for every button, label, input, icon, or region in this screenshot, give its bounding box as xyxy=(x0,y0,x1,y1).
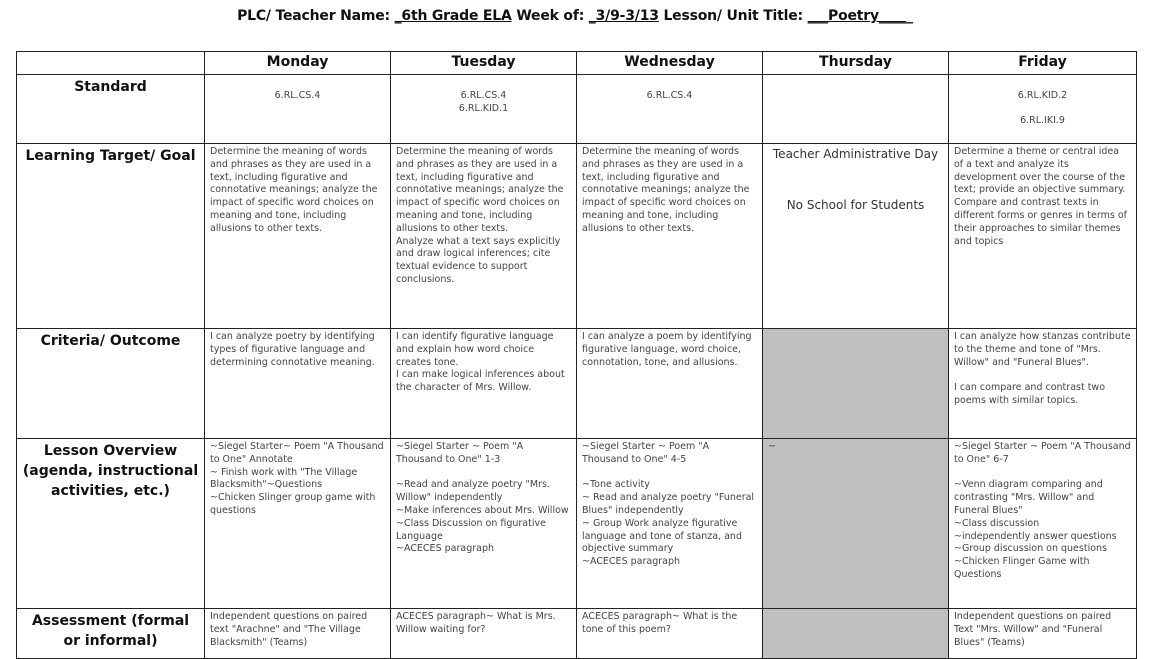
criteria-tuesday: I can identify figurative language and explain how word choice creates tone. I can make logical inferences about the character of Mrs. Willow. xyxy=(391,329,577,439)
lesson-plan-table xyxy=(16,51,1137,659)
table-row-criteria xyxy=(17,329,1137,439)
day-header-monday: Monday xyxy=(205,52,391,75)
assessment-wednesday: ACECES paragraph~ What is the tone of this poem? xyxy=(577,609,763,659)
week-value: _3/9-3/13 xyxy=(588,8,659,24)
day-header-thursday: Thursday xyxy=(763,52,949,75)
table-row-learning-target xyxy=(17,144,1137,329)
criteria-wednesday: I can analyze a poem by identifying figurative language, word choice, connotation, tone, and allusions. xyxy=(577,329,763,439)
corner-cell xyxy=(17,52,205,75)
title-trailing: _ xyxy=(906,8,913,24)
assessment-thursday xyxy=(763,609,949,659)
row-label-criteria: Criteria/ Outcome xyxy=(17,329,205,439)
table-row-assessment xyxy=(17,609,1137,659)
lesson-overview-thursday: ~ xyxy=(763,439,949,609)
lesson-overview-tuesday: ~Siegel Starter ~ Poem "A Thousand to One" 1-3 ~Read and analyze poetry "Mrs. Willow" independently ~Make inferences about Mrs. Willow ~Class Discussion on figurative Language ~ACECES paragraph xyxy=(391,439,577,609)
assessment-tuesday: ACECES paragraph~ What is Mrs. Willow waiting for? xyxy=(391,609,577,659)
row-label-lesson-overview: Lesson Overview (agenda, instructional activities, etc.) xyxy=(17,439,205,609)
assessment-friday: Independent questions on paired Text "Mrs. Willow" and "Funeral Blues" (Teams) xyxy=(949,609,1137,659)
standard-thursday xyxy=(763,75,949,144)
criteria-friday: I can analyze how stanzas contribute to the theme and tone of "Mrs. Willow" and "Funeral Blues". I can compare and contrast two poems with similar topics. xyxy=(949,329,1137,439)
lesson-overview-wednesday: ~Siegel Starter ~ Poem "A Thousand to One" 4-5 ~Tone activity ~ Read and analyze poetry "Funeral Blues" independently ~ Group Work analyze figurative language and tone of stanza, and objective summary ~ACECES paragraph xyxy=(577,439,763,609)
teacher-name-label: PLC/ Teacher Name: xyxy=(237,8,395,24)
table-row-lesson-overview xyxy=(17,439,1137,609)
assessment-monday: Independent questions on paired text "Arachne" and "The Village Blacksmith" (Teams) xyxy=(205,609,391,659)
unit-title-label: Lesson/ Unit Title: xyxy=(658,8,808,24)
week-label: Week of: xyxy=(511,8,589,24)
row-label-learning-target: Learning Target/ Goal xyxy=(17,144,205,329)
row-label-assessment: Assessment (formal or informal) xyxy=(17,609,205,659)
learning-target-monday: Determine the meaning of words and phrases as they are used in a text, including figurative and connotative meanings; analyze the impact of specific word choices on meaning and tone, including allusions to other texts. xyxy=(205,144,391,329)
criteria-thursday xyxy=(763,329,949,439)
learning-target-friday: Determine a theme or central idea of a text and analyze its development over the course of the text; provide an objective summary. Compare and contrast texts in different forms or genres in terms of their approaches to similar themes and topics xyxy=(949,144,1137,329)
unit-title-value: ___Poetry____ xyxy=(807,8,907,24)
teacher-name-value: _6th Grade ELA xyxy=(394,8,512,24)
thursday-admin-note: Teacher Administrative Day No School for Students xyxy=(772,147,939,212)
standard-friday: 6.RL.KID.2 6.RL.IKI.9 xyxy=(949,75,1137,144)
standard-tuesday: 6.RL.CS.4 6.RL.KID.1 xyxy=(391,75,577,144)
standard-wednesday: 6.RL.CS.4 xyxy=(577,75,763,144)
table-row-standard xyxy=(17,75,1137,144)
row-label-standard: Standard xyxy=(17,75,205,144)
day-header-tuesday: Tuesday xyxy=(391,52,577,75)
table-header-row xyxy=(17,52,1137,75)
lesson-overview-monday: ~Siegel Starter~ Poem "A Thousand to One" Annotate ~ Finish work with "The Village Blacksmith"~Questions ~Chicken Slinger group game with questions xyxy=(205,439,391,609)
standard-monday: 6.RL.CS.4 xyxy=(205,75,391,144)
learning-target-tuesday: Determine the meaning of words and phrases as they are used in a text, including figurative and connotative meanings; analyze the impact of specific word choices on meaning and tone, including allusions to other texts. Analyze what a text says explicitly and draw logical inferences; cite textual evidence to support conclusions. xyxy=(391,144,577,329)
criteria-monday: I can analyze poetry by identifying types of figurative language and determining connotative meaning. xyxy=(205,329,391,439)
learning-target-thursday xyxy=(763,144,949,329)
page-title xyxy=(0,8,1150,24)
lesson-overview-friday: ~Siegel Starter ~ Poem "A Thousand to One" 6-7 ~Venn diagram comparing and contrasting "Mrs. Willow" and Funeral Blues" ~Class discussion ~independently answer questions ~Group discussion on questions ~Chicken Flinger Game with Questions xyxy=(949,439,1137,609)
day-header-wednesday: Wednesday xyxy=(577,52,763,75)
learning-target-wednesday: Determine the meaning of words and phrases as they are used in a text, including figurative and connotative meanings; analyze the impact of specific word choices on meaning and tone, including allusions to other texts. xyxy=(577,144,763,329)
day-header-friday: Friday xyxy=(949,52,1137,75)
